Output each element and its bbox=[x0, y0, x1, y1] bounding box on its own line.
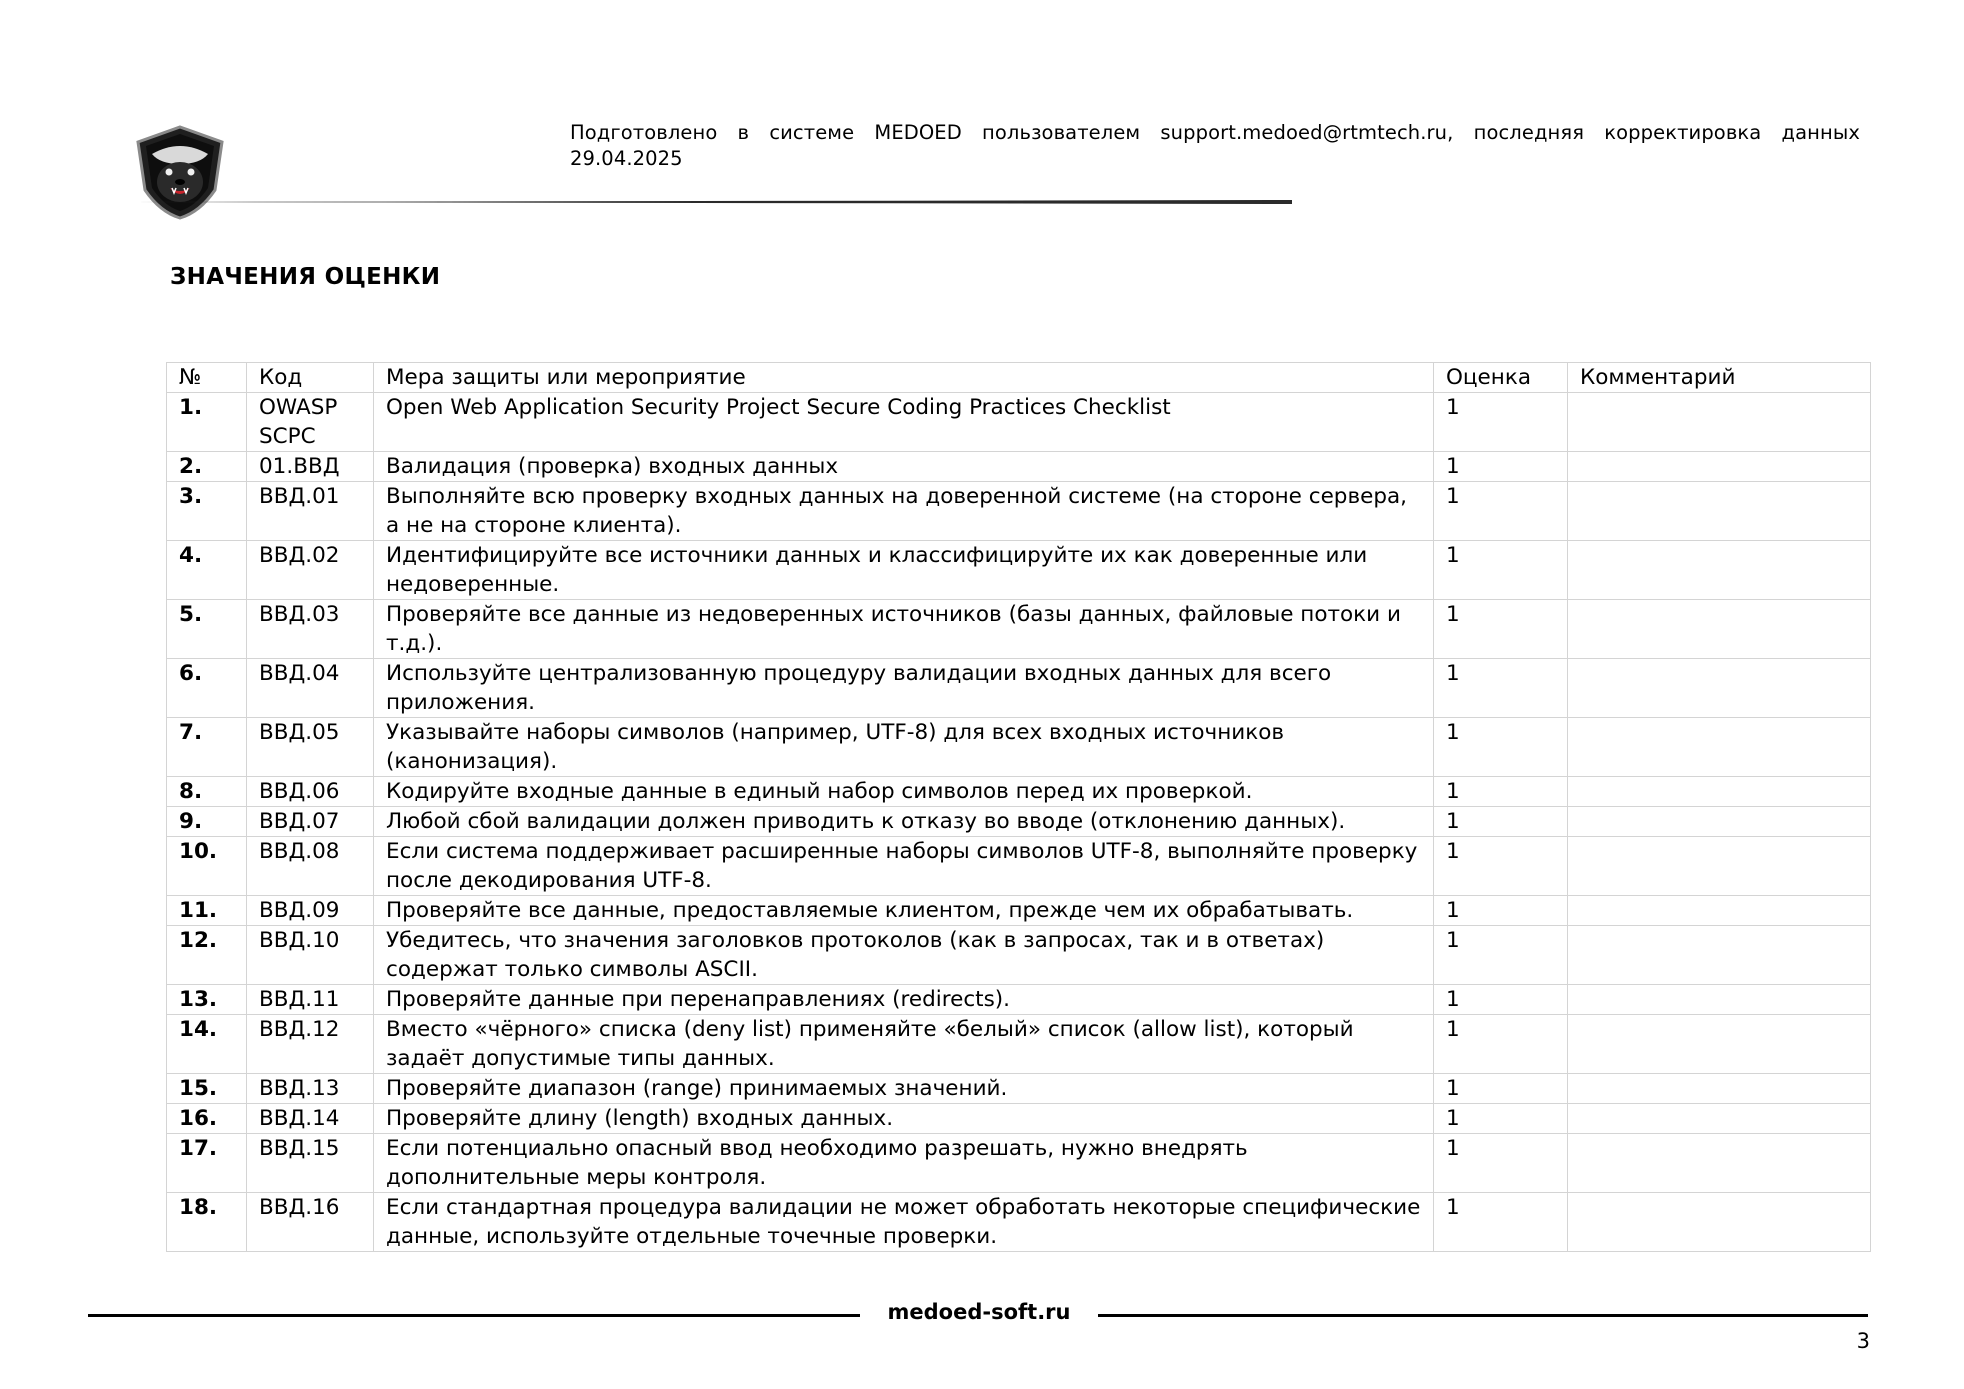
row-measure: Проверяйте все данные из недоверенных источников (базы данных, файловые потоки и т.д.). bbox=[374, 600, 1434, 659]
row-num: 5. bbox=[167, 600, 247, 659]
row-comment bbox=[1568, 600, 1871, 659]
row-measure: Выполняйте всю проверку входных данных на доверенной системе (на стороне сервера, а не на стороне клиента). bbox=[374, 482, 1434, 541]
table-row bbox=[167, 1015, 1871, 1074]
table-row bbox=[167, 985, 1871, 1015]
row-measure: Указывайте наборы символов (например, UTF-8) для всех входных источников (канонизация). bbox=[374, 718, 1434, 777]
row-code: ВВД.01 bbox=[247, 482, 374, 541]
row-num: 8. bbox=[167, 777, 247, 807]
row-code: ВВД.03 bbox=[247, 600, 374, 659]
page-number: 3 bbox=[1856, 1329, 1870, 1353]
table-row bbox=[167, 1193, 1871, 1252]
row-measure: Если система поддерживает расширенные наборы символов UTF-8, выполняйте проверку после декодирования UTF-8. bbox=[374, 837, 1434, 896]
row-score: 1 bbox=[1434, 482, 1568, 541]
row-score: 1 bbox=[1434, 600, 1568, 659]
row-comment bbox=[1568, 896, 1871, 926]
row-num: 2. bbox=[167, 452, 247, 482]
row-num: 12. bbox=[167, 926, 247, 985]
header-note: Подготовлено в системе MEDOED пользователем support.medoed@rtmtech.ru, последняя корректировка данных 29.04.2025 bbox=[570, 121, 1860, 170]
assessment-table bbox=[166, 362, 1871, 1252]
row-num: 3. bbox=[167, 482, 247, 541]
row-code: ВВД.15 bbox=[247, 1134, 374, 1193]
row-score: 1 bbox=[1434, 393, 1568, 452]
row-score: 1 bbox=[1434, 1104, 1568, 1134]
row-score: 1 bbox=[1434, 541, 1568, 600]
row-num: 4. bbox=[167, 541, 247, 600]
row-score: 1 bbox=[1434, 452, 1568, 482]
table-row bbox=[167, 718, 1871, 777]
table-row bbox=[167, 777, 1871, 807]
table-row bbox=[167, 482, 1871, 541]
row-comment bbox=[1568, 1134, 1871, 1193]
row-comment bbox=[1568, 1104, 1871, 1134]
row-num: 14. bbox=[167, 1015, 247, 1074]
table-row bbox=[167, 807, 1871, 837]
row-comment bbox=[1568, 926, 1871, 985]
header-code: Код bbox=[247, 363, 374, 393]
row-measure: Идентифицируйте все источники данных и классифицируйте их как доверенные или недоверенные. bbox=[374, 541, 1434, 600]
row-score: 1 bbox=[1434, 1134, 1568, 1193]
row-measure: Проверяйте данные при перенаправлениях (redirects). bbox=[374, 985, 1434, 1015]
row-comment bbox=[1568, 807, 1871, 837]
header-measure: Мера защиты или мероприятие bbox=[374, 363, 1434, 393]
table-row bbox=[167, 1104, 1871, 1134]
row-comment bbox=[1568, 482, 1871, 541]
row-num: 1. bbox=[167, 393, 247, 452]
row-code: ВВД.16 bbox=[247, 1193, 374, 1252]
row-comment bbox=[1568, 837, 1871, 896]
row-comment bbox=[1568, 1015, 1871, 1074]
table-row bbox=[167, 600, 1871, 659]
row-measure: Кодируйте входные данные в единый набор символов перед их проверкой. bbox=[374, 777, 1434, 807]
row-comment bbox=[1568, 452, 1871, 482]
row-comment bbox=[1568, 659, 1871, 718]
row-score: 1 bbox=[1434, 926, 1568, 985]
row-code: ВВД.08 bbox=[247, 837, 374, 896]
row-comment bbox=[1568, 1074, 1871, 1104]
table-row bbox=[167, 393, 1871, 452]
section-title: ЗНАЧЕНИЯ ОЦЕНКИ bbox=[170, 264, 441, 290]
row-score: 1 bbox=[1434, 1074, 1568, 1104]
row-comment bbox=[1568, 985, 1871, 1015]
row-code: ВВД.06 bbox=[247, 777, 374, 807]
row-score: 1 bbox=[1434, 659, 1568, 718]
row-score: 1 bbox=[1434, 718, 1568, 777]
row-score: 1 bbox=[1434, 1193, 1568, 1252]
row-score: 1 bbox=[1434, 896, 1568, 926]
row-measure: Если стандартная процедура валидации не может обработать некоторые специфические данные, используйте отдельные точечные проверки. bbox=[374, 1193, 1434, 1252]
row-measure: Если потенциально опасный ввод необходимо разрешать, нужно внедрять дополнительные меры контроля. bbox=[374, 1134, 1434, 1193]
row-num: 6. bbox=[167, 659, 247, 718]
footer-divider-left bbox=[88, 1314, 860, 1317]
table-row bbox=[167, 837, 1871, 896]
row-code: ВВД.12 bbox=[247, 1015, 374, 1074]
row-code: ВВД.07 bbox=[247, 807, 374, 837]
row-code: ВВД.14 bbox=[247, 1104, 374, 1134]
row-num: 15. bbox=[167, 1074, 247, 1104]
table-row bbox=[167, 1074, 1871, 1104]
row-code: 01.ВВД bbox=[247, 452, 374, 482]
table-row bbox=[167, 1134, 1871, 1193]
row-num: 16. bbox=[167, 1104, 247, 1134]
row-num: 7. bbox=[167, 718, 247, 777]
row-code: ВВД.02 bbox=[247, 541, 374, 600]
row-score: 1 bbox=[1434, 837, 1568, 896]
row-score: 1 bbox=[1434, 807, 1568, 837]
row-num: 10. bbox=[167, 837, 247, 896]
row-comment bbox=[1568, 718, 1871, 777]
row-measure: Проверяйте длину (length) входных данных. bbox=[374, 1104, 1434, 1134]
header-num: № bbox=[167, 363, 247, 393]
row-measure: Валидация (проверка) входных данных bbox=[374, 452, 1434, 482]
header-comment: Комментарий bbox=[1568, 363, 1871, 393]
row-measure: Проверяйте диапазон (range) принимаемых значений. bbox=[374, 1074, 1434, 1104]
row-code: ВВД.09 bbox=[247, 896, 374, 926]
row-code: ВВД.10 bbox=[247, 926, 374, 985]
table-header-row bbox=[167, 363, 1871, 393]
row-score: 1 bbox=[1434, 1015, 1568, 1074]
table-row bbox=[167, 541, 1871, 600]
row-measure: Убедитесь, что значения заголовков протоколов (как в запросах, так и в ответах) содержат только символы ASCII. bbox=[374, 926, 1434, 985]
row-code: ВВД.13 bbox=[247, 1074, 374, 1104]
row-code: ВВД.11 bbox=[247, 985, 374, 1015]
row-num: 13. bbox=[167, 985, 247, 1015]
row-comment bbox=[1568, 541, 1871, 600]
row-measure: Проверяйте все данные, предоставляемые клиентом, прежде чем их обрабатывать. bbox=[374, 896, 1434, 926]
row-score: 1 bbox=[1434, 985, 1568, 1015]
row-comment bbox=[1568, 777, 1871, 807]
footer-divider-right bbox=[1098, 1314, 1868, 1317]
table-row bbox=[167, 452, 1871, 482]
row-measure: Open Web Application Security Project Secure Coding Practices Checklist bbox=[374, 393, 1434, 452]
header-divider bbox=[135, 198, 1292, 206]
table-row bbox=[167, 926, 1871, 985]
row-num: 17. bbox=[167, 1134, 247, 1193]
row-num: 11. bbox=[167, 896, 247, 926]
row-code: ВВД.04 bbox=[247, 659, 374, 718]
row-measure: Любой сбой валидации должен приводить к отказу во вводе (отклонению данных). bbox=[374, 807, 1434, 837]
row-num: 18. bbox=[167, 1193, 247, 1252]
header-score: Оценка bbox=[1434, 363, 1568, 393]
row-num: 9. bbox=[167, 807, 247, 837]
row-code: ВВД.05 bbox=[247, 718, 374, 777]
footer-site-link[interactable]: medoed-soft.ru bbox=[887, 1300, 1071, 1324]
table-row bbox=[167, 896, 1871, 926]
row-measure: Вместо «чёрного» списка (deny list) применяйте «белый» список (allow list), который задаёт допустимые типы данных. bbox=[374, 1015, 1434, 1074]
table-row bbox=[167, 659, 1871, 718]
row-comment bbox=[1568, 1193, 1871, 1252]
row-score: 1 bbox=[1434, 777, 1568, 807]
row-code: OWASP SCPC bbox=[247, 393, 374, 452]
row-comment bbox=[1568, 393, 1871, 452]
row-measure: Используйте централизованную процедуру валидации входных данных для всего приложения. bbox=[374, 659, 1434, 718]
